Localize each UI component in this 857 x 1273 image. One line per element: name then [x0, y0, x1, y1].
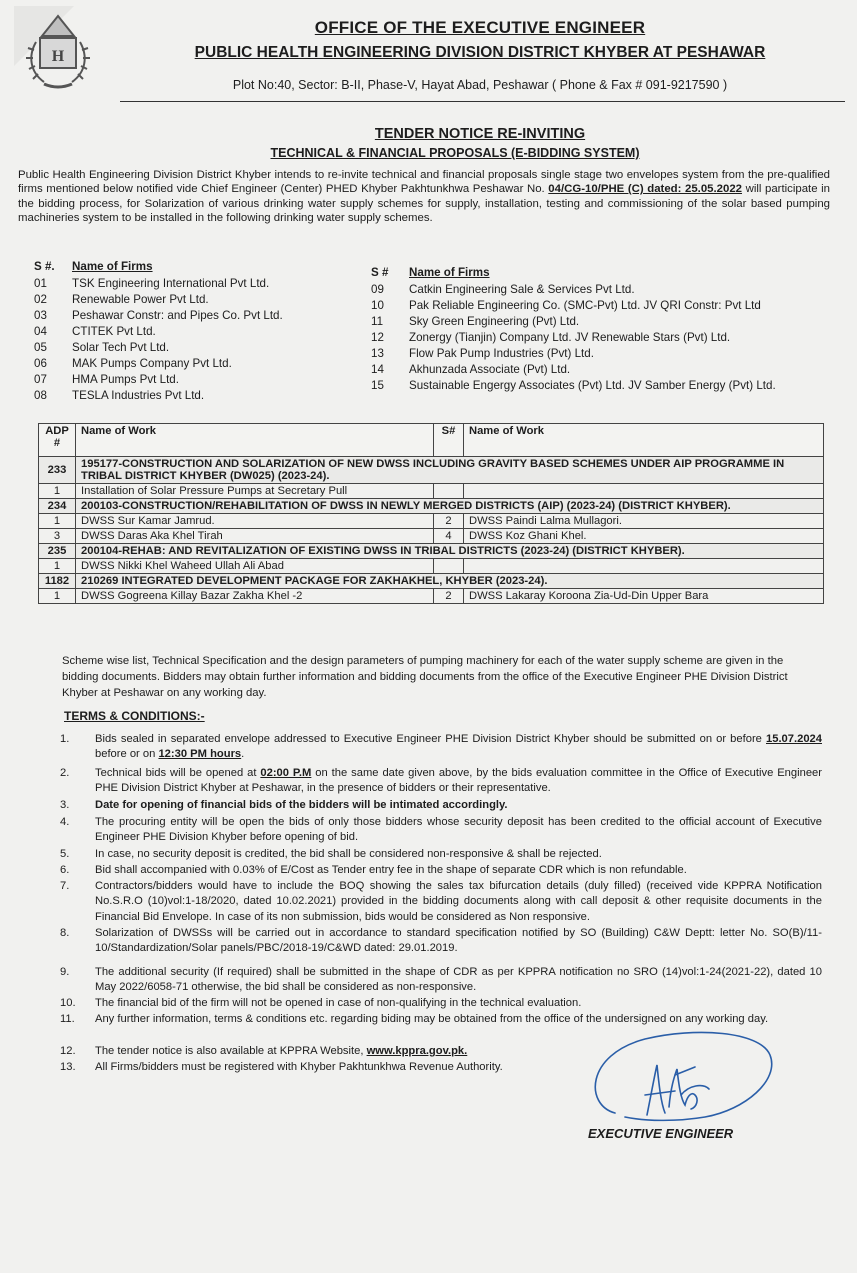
firm-sn: 11 [371, 315, 384, 328]
firm-name: MAK Pumps Company Pvt Ltd. [72, 357, 232, 370]
notice-title: TENDER NOTICE RE-INVITING [374, 126, 586, 142]
work-name: DWSS Daras Aka Khel Tirah [76, 529, 434, 544]
firm-item [34, 372, 283, 388]
term-text-part: The tender notice is also available at KPPRA Website, [95, 1045, 367, 1057]
firm-sn: 02 [34, 293, 47, 306]
svg-text:H: H [51, 48, 65, 65]
work-name: DWSS Sur Kamar Jamrud. [76, 514, 434, 529]
table-row [39, 514, 824, 529]
term-text: The financial bid of the firm will not be opened in case of non-qualifying in the technical evaluation. [95, 997, 582, 1009]
government-emblem-logo [14, 6, 102, 94]
office-title: OFFICE OF THE EXECUTIVE ENGINEER [314, 18, 646, 37]
adp-number: 234 [39, 499, 76, 514]
terms-heading: TERMS & CONDITIONS:- [64, 709, 205, 723]
signatory-title: EXECUTIVE ENGINEER [588, 1126, 734, 1141]
firm-item [371, 378, 776, 394]
firm-item [371, 362, 776, 378]
firm-item [371, 346, 776, 362]
work-name: DWSS Nikki Khel Waheed Ullah Ali Abad [76, 559, 434, 574]
term-text: In case, no security deposit is credited, the bid shall be considered non-responsive & shall be rejected. [95, 848, 602, 860]
firm-item [34, 308, 283, 324]
term-number: 1. [60, 733, 70, 745]
firm-item [34, 292, 283, 308]
work-name-2: DWSS Lakaray Koroona Zia-Ud-Din Upper Bara [464, 589, 824, 604]
term-number: 7. [60, 880, 70, 892]
term-number: 2. [60, 767, 70, 779]
work-sn: 1 [39, 559, 76, 574]
firm-name: CTITEK Pvt Ltd. [72, 325, 156, 338]
works-table [38, 423, 824, 604]
adp-title: 200104-REHAB: AND REVITALIZATION OF EXISTING DWSS IN TRIBAL DISTRICTS (2023-24) (DISTRICT KHYBER). [76, 544, 824, 559]
term-text: All Firms/bidders must be registered with Khyber Pakhtunkhwa Revenue Authority. [95, 1061, 503, 1073]
intro-text-2: will participate in the bidding process, for Solarization of various drinking water supply schemes for supply, installation, testing and commissioning of the solar based pumping machineries system to be installed in the following drinking water supply schemes. [18, 183, 831, 225]
firm-item [371, 330, 776, 346]
submission-date: 15.07.2024 [766, 733, 822, 745]
firm-item [371, 298, 776, 314]
col-header-name: Name of Work [76, 424, 434, 457]
firm-item [371, 314, 776, 330]
col-header-sn: S# [434, 424, 464, 457]
intro-reference: 04/CG-10/PHE (C) dated: 25.05.2022 [548, 183, 743, 196]
firms-sn-header: S #. [34, 260, 55, 273]
term-text-part: Bids sealed in separated envelope addressed to Executive Engineer PHE Division District Khyber should be submitted on or before [95, 733, 766, 745]
scheme-note-paragraph: Scheme wise list, Technical Specification and the design parameters of pumping machinery for each of the water supply scheme are given in the bidding documents. Bidders may obtain further information and bidding documents from the office of the Executive Engineer PHE Division District Khyber at Peshawar on any working day. [62, 655, 788, 699]
table-row [39, 589, 824, 604]
firm-sn: 10 [371, 299, 384, 312]
work-name-2 [464, 484, 824, 499]
term-text: Solarization of DWSSs will be carried out in accordance to standard specification notified by SO (Building) C&W Deptt: letter No. SO(B)/11-10/Standardization/Solar panels/PBC/2018-19/C&WD dated: 29.01.2019. [95, 927, 822, 955]
table-row-adp [39, 457, 824, 484]
adp-title: 210269 INTEGRATED DEVELOPMENT PACKAGE FOR ZAKHAKHEL, KHYBER (2023-24). [76, 574, 824, 589]
firm-item [34, 276, 283, 292]
col-header-adp: ADP # [39, 424, 76, 457]
firm-sn: 07 [34, 373, 47, 386]
work-name-2: DWSS Koz Ghani Khel. [464, 529, 824, 544]
term-text [95, 732, 822, 763]
intro-paragraph [18, 168, 830, 226]
work-sn-2: 4 [434, 529, 464, 544]
firm-sn: 01 [34, 277, 47, 290]
firm-item [34, 324, 283, 340]
firm-item [34, 388, 283, 404]
work-name-2: DWSS Paindi Lalma Mullagori. [464, 514, 824, 529]
firms-header-left [34, 260, 283, 276]
firm-sn: 03 [34, 309, 47, 322]
term-text: Contractors/bidders would have to include the BOQ showing the sales tax bifurcation details (duly filled) (received vide KPPRA Notification No.S.R.O (10)vol:1-18/2020, dated 10.02.2021) provided in the bidding documents along with call deposit & other requisite documents in the Financial Bid Envelope. In case of its non submission, bids would be considered as Non responsive. [95, 880, 822, 923]
adp-number: 233 [39, 457, 76, 484]
term-number: 8. [60, 927, 70, 939]
firm-sn: 12 [371, 331, 384, 344]
term-text: Bid shall accompanied with 0.03% of E/Cost as Tender entry fee in the shape of separate CDR which is non refundable. [95, 864, 687, 876]
term-number: 12. [60, 1045, 76, 1057]
notice-subtitle: TECHNICAL & FINANCIAL PROPOSALS (E-BIDDING SYSTEM) [270, 146, 640, 160]
firm-sn: 15 [371, 379, 384, 392]
term-text-part: on the same date given above, by the bids evaluation committee in the Office of Executive Engineer PHE Division District Khyber at Peshawar, in the presence of bidders or their representative. [95, 767, 823, 795]
firm-name: Solar Tech Pvt Ltd. [72, 341, 170, 354]
adp-number: 1182 [39, 574, 76, 589]
work-sn-2 [434, 484, 464, 499]
term-text: Any further information, terms & conditions etc. regarding biding may be obtained from the office of the undersigned on any working day. [95, 1013, 769, 1025]
firm-item [34, 340, 283, 356]
table-row-adp [39, 574, 824, 589]
term-text [95, 766, 822, 797]
opening-time: 02:00 P.M [260, 767, 312, 779]
firms-list-left [34, 260, 283, 404]
work-name: Installation of Solar Pressure Pumps at Secretary Pull [76, 484, 434, 499]
firm-sn: 13 [371, 347, 384, 360]
firm-sn: 09 [371, 283, 384, 296]
term-number: 13. [60, 1061, 76, 1073]
term-number: 4. [60, 816, 70, 828]
table-row-adp [39, 544, 824, 559]
table-row [39, 559, 824, 574]
kppra-website-link[interactable]: www.kppra.gov.pk. [366, 1045, 468, 1057]
firm-name: HMA Pumps Pvt Ltd. [72, 373, 179, 386]
firm-sn: 04 [34, 325, 47, 338]
table-row [39, 484, 824, 499]
firm-item [371, 282, 776, 298]
intro-text-1: Public Health Engineering Division District Khyber intends to re-invite technical and financial proposals single stage two envelopes system from the pre-qualified firms mentioned below notified vide Chief Engineer (Center) PHED Khyber Pakhtunkhwa Peshawar No. [18, 169, 830, 196]
firm-name: Akhunzada Associate (Pvt) Ltd. [409, 363, 571, 376]
term-number: 11. [60, 1013, 75, 1025]
table-header-row [39, 424, 824, 457]
term-text-part: before or on [95, 748, 159, 761]
firm-sn: 14 [371, 363, 384, 376]
term-number: 3. [60, 799, 70, 811]
firm-name: Pak Reliable Engineering Co. (SMC-Pvt) Ltd. JV QRI Constr: Pvt Ltd [409, 299, 761, 312]
firm-name: TSK Engineering International Pvt Ltd. [72, 277, 270, 290]
header-divider [120, 101, 845, 102]
term-text: Date for opening of financial bids of the bidders will be intimated accordingly. [95, 799, 508, 811]
handwritten-signature [585, 1025, 785, 1135]
division-title: PUBLIC HEALTH ENGINEERING DIVISION DISTRICT KHYBER AT PESHAWAR [194, 44, 766, 61]
firm-name: Sustainable Engergy Associates (Pvt) Ltd. JV Samber Energy (Pvt) Ltd. [409, 379, 776, 392]
col-header-name-2: Name of Work [464, 424, 824, 457]
term-text-part: . [241, 748, 245, 761]
firms-sn-header: S # [371, 266, 389, 279]
work-sn: 1 [39, 514, 76, 529]
work-name-2 [464, 559, 824, 574]
firm-name: Peshawar Constr: and Pipes Co. Pvt Ltd. [72, 309, 283, 322]
work-name: DWSS Gogreena Killay Bazar Zakha Khel -2 [76, 589, 434, 604]
work-sn-2: 2 [434, 589, 464, 604]
work-sn: 3 [39, 529, 76, 544]
firms-name-header: Name of Firms [72, 260, 153, 273]
firm-name: Renewable Power Pvt Ltd. [72, 293, 209, 306]
work-sn: 1 [39, 589, 76, 604]
term-number: 10. [60, 997, 76, 1009]
firm-sn: 06 [34, 357, 47, 370]
firm-name: Catkin Engineering Sale & Services Pvt Ltd. [409, 283, 635, 296]
term-number: 5. [60, 848, 70, 860]
submission-time: 12:30 PM hours [158, 748, 242, 761]
term-text: The procuring entity will be open the bids of only those bidders whose security deposit has been credited to the official account of Executive Engineer PHE Division Khyber before opening of bid. [95, 816, 822, 844]
term-text-part: Technical bids will be opened at [95, 767, 261, 779]
office-address: Plot No:40, Sector: B-II, Phase-V, Hayat Abad, Peshawar ( Phone & Fax # 091-9217590 ) [232, 78, 728, 92]
firms-list-right [371, 266, 776, 394]
term-number: 6. [60, 864, 70, 876]
adp-title: 195177-CONSTRUCTION AND SOLARIZATION OF NEW DWSS INCLUDING GRAVITY BASED SCHEMES UNDER AIP PROGRAMME IN TRIBAL DISTRICT KHYBER (DW025) (2023-24). [76, 457, 824, 484]
work-sn-2: 2 [434, 514, 464, 529]
firm-item [34, 356, 283, 372]
work-sn: 1 [39, 484, 76, 499]
term-number: 9. [60, 966, 70, 978]
firm-name: Zonergy (Tianjin) Company Ltd. JV Renewable Stars (Pvt) Ltd. [409, 331, 731, 344]
table-row-adp [39, 499, 824, 514]
firm-name: TESLA Industries Pvt Ltd. [72, 389, 205, 402]
firm-sn: 05 [34, 341, 47, 354]
firm-name: Flow Pak Pump Industries (Pvt) Ltd. [409, 347, 594, 360]
term-text: The additional security (If required) shall be submitted in the shape of CDR as per KPPRA notification no SRO (14)vol:1-24(2021-22), dated 10 May 2022/6058-71 otherwise, the bid shall be considered as non-responsive. [95, 966, 822, 994]
firms-name-header: Name of Firms [409, 266, 490, 279]
firms-header-right [371, 266, 776, 282]
table-row [39, 529, 824, 544]
work-sn-2 [434, 559, 464, 574]
adp-number: 235 [39, 544, 76, 559]
adp-title: 200103-CONSTRUCTION/REHABILITATION OF DWSS IN NEWLY MERGED DISTRICTS (AIP) (2023-24) (DISTRICT KHYBER). [76, 499, 824, 514]
firm-sn: 08 [34, 389, 47, 402]
firm-name: Sky Green Engineering (Pvt) Ltd. [409, 315, 580, 328]
